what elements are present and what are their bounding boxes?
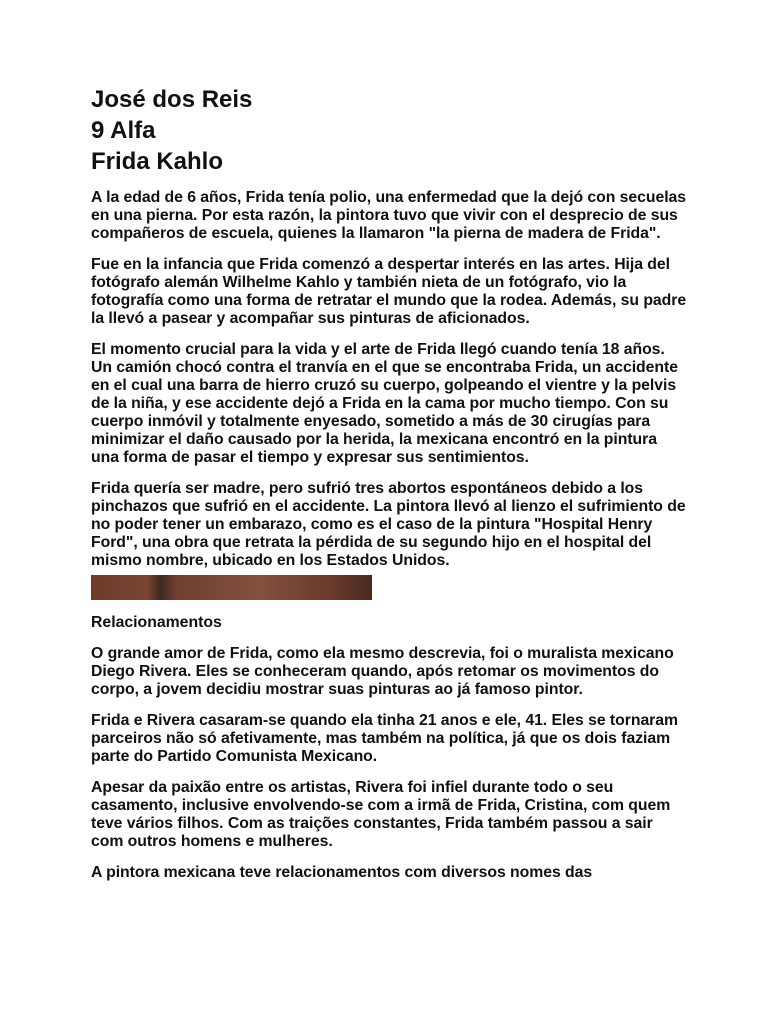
paragraph-childhood-polio: A la edad de 6 años, Frida tenía polio, una enfermedad que la dejó con secuelas en una pierna. Por esta razón, la pintora tuvo que vivir con el desprecio de sus compañeros de escuela, quienes la llamaron "la pierna de madera de Frida".: [91, 189, 687, 242]
painting-image-fragment: [91, 575, 372, 600]
paragraph-marriage: Frida e Rivera casaram-se quando ela tinha 21 anos e ele, 41. Eles se tornaram parceiros não só afetivamente, mas também na política, já que os dois faziam parte do Partido Comunista Mexicano.: [91, 712, 679, 765]
class-name: 9 Alfa: [91, 117, 156, 144]
paragraph-childhood-arts: Fue en la infancia que Frida comenzó a despertar interés en las artes. Hija del fotógrafo alemán Wilhelme Kahlo y también nieta de un fotógrafo, vio la fotografía como una forma de retratar el mundo que la rodea. Además, su padre la llevó a pasear y acompañar sus pinturas de aficionados.: [91, 256, 687, 327]
paragraph-infidelity: Apesar da paixão entre os artistas, Rivera foi infiel durante todo o seu casamento, inclusive envolvendo-se com a irmã de Frida, Cristina, com quem teve vários filhos. Com as traições constantes, Frida também passou a sair com outros homens e mulheres.: [91, 779, 671, 850]
section-heading-relationships: Relacionamentos: [91, 614, 222, 631]
document-title: Frida Kahlo: [91, 148, 224, 175]
paragraph-other-relationships: A pintora mexicana teve relacionamentos com diversos nomes das: [91, 864, 593, 881]
paragraph-motherhood: Frida quería ser madre, pero sufrió tres abortos espontáneos debido a los pinchazos que sufrió en el accidente. La pintora llevó al lienzo el sufrimiento de no poder tener un embarazo, como es el caso de la pintura "Hospital Henry Ford", una obra que retrata la pérdida de su segundo hijo en el hospital del mismo nombre, ubicado en los Estados Unidos.: [91, 480, 686, 569]
paragraph-diego-rivera: O grande amor de Frida, como ela mesmo descrevia, foi o muralista mexicano Diego Rivera. Eles se conheceram quando, após retomar os movimentos do corpo, a jovem decidiu mostrar suas pinturas ao já famoso pintor.: [91, 645, 674, 698]
author-name: José dos Reis: [91, 86, 253, 113]
paragraph-accident: El momento crucial para la vida y el arte de Frida llegó cuando tenía 18 años. Un camión chocó contra el tranvía en el que se encontraba Frida, un accidente en el cual una barra de hierro cruzó su cuerpo, golpeando el vientre y la pelvis de la niña, y ese accidente dejó a Frida en la cama por mucho tiempo. Con su cuerpo inmóvil y totalmente enyesado, sometido a más de 30 cirugías para minimizar el daño causado por la herida, la mexicana encontró en la pintura una forma de pasar el tiempo y expresar sus sentimientos.: [91, 341, 678, 466]
document-header: [91, 84, 688, 177]
